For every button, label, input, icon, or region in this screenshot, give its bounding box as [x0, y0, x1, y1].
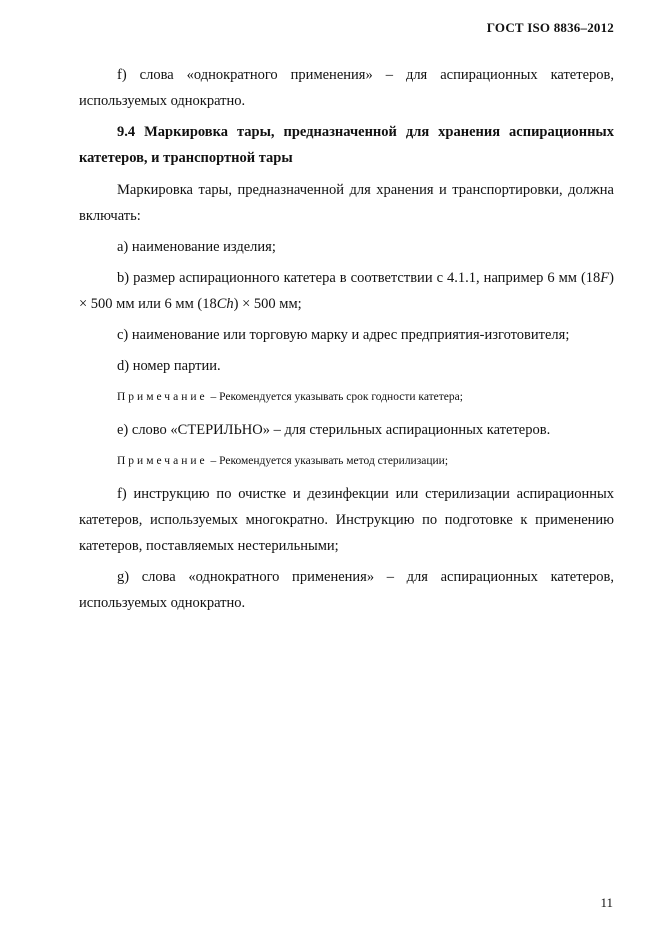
note-sterilization-label: Примечание: [117, 455, 208, 467]
list-item-b: [79, 265, 614, 317]
note-sterilization-text: – Рекомендуется указывать метод стерилизации;: [207, 455, 449, 467]
list-item-g: g) слова «однократного применения» – для аспирационных катетеров, используемых однократно.: [79, 569, 614, 611]
list-item-e: e) слово «СТЕРИЛЬНО» – для стерильных аспирационных катетеров.: [117, 422, 551, 438]
page-number: 11: [600, 895, 613, 910]
note-expiry-label: Примечание: [117, 391, 208, 403]
paragraph-marking-intro: Маркировка тары, предназначенной для хранения и транспортировки, должна включать:: [79, 182, 614, 224]
list-item-b-unit-ch: Ch: [216, 296, 234, 312]
document-code-header: ГОСТ ISO 8836–2012: [486, 20, 614, 35]
section-heading-9-4: 9.4 Маркировка тары, предназначенной для хранения аспирационных катетеров, и транспортной тары: [79, 124, 614, 166]
list-item-b-mid: ) × 500 мм или 6 мм (18: [79, 270, 614, 312]
list-item-a: a) наименование изделия;: [117, 239, 276, 255]
list-item-f: f) инструкцию по очистке и дезинфекции или стерилизации аспирационных катетеров, используемых многократно. Инструкцию по подготовке к применению катетеров, поставляемых нестерильными;: [79, 486, 614, 554]
list-item-b-unit-f: F: [600, 270, 610, 286]
list-item-b-pre: b) размер аспирационного катетера в соответствии с 4.1.1, например 6 мм (18: [117, 270, 601, 286]
note-expiry: [79, 387, 614, 407]
list-item-b-post: ) × 500 мм;: [233, 296, 302, 312]
list-item-c: c) наименование или торговую марку и адрес предприятия-изготовителя;: [117, 327, 570, 343]
note-expiry-text: – Рекомендуется указывать срок годности катетера;: [207, 391, 463, 403]
list-item-d: d) номер партии.: [117, 358, 221, 374]
page-content: [79, 62, 614, 621]
note-sterilization: [79, 451, 614, 471]
paragraph-f-single-use: f) слова «однократного применения» – для аспирационных катетеров, используемых однократно.: [79, 67, 614, 109]
